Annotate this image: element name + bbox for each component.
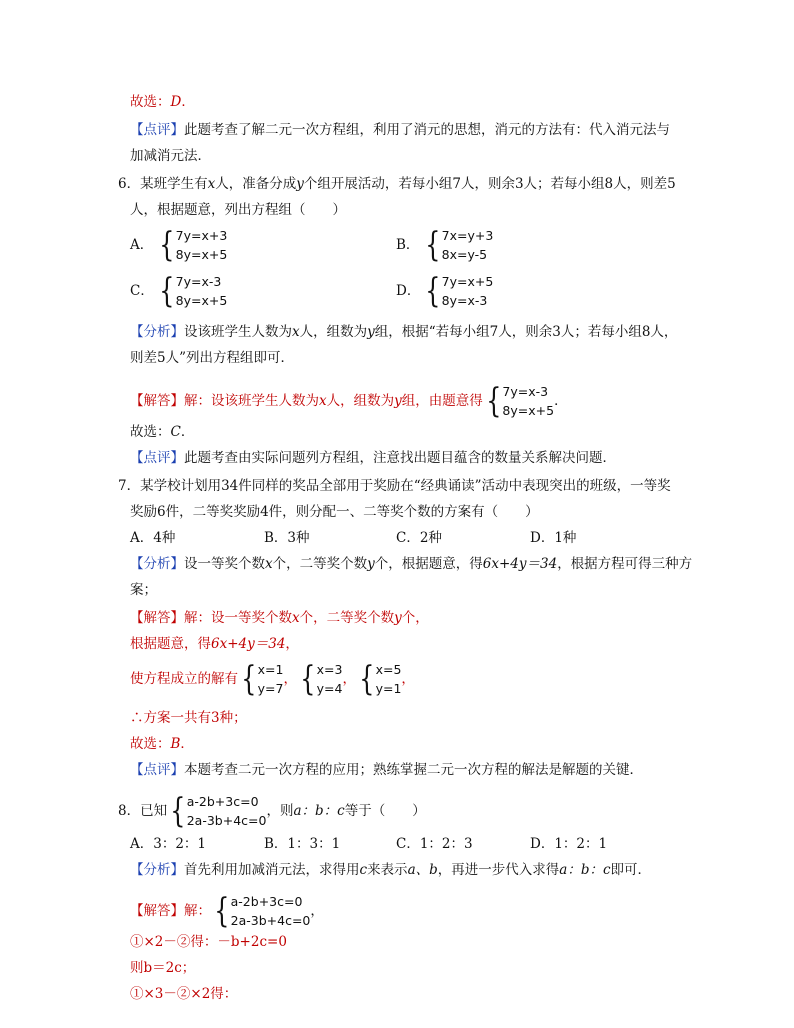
solution-text: 人，组数为 xyxy=(326,393,395,409)
q6-analysis-line-1 xyxy=(130,322,677,342)
option-text: C．1：2：3 xyxy=(396,836,473,852)
q7-answer-line xyxy=(130,734,194,754)
var-y: y xyxy=(367,324,375,340)
equation: 8y=x-3 xyxy=(441,293,488,308)
equation: 7x=y+3 xyxy=(441,228,494,243)
q6-text: 人，准备分成 xyxy=(215,176,297,192)
q6-text: 6．某班学生有 xyxy=(118,176,208,192)
brace-icon: { xyxy=(425,271,441,311)
equation: 2a-3b+4c=0 xyxy=(230,913,311,928)
solution-tag: 【解答】 xyxy=(130,610,184,626)
equation: 7y=x+3 xyxy=(175,228,228,243)
option-text: B．3种 xyxy=(264,530,310,546)
analysis-text: 个，二等奖个数 xyxy=(272,556,368,572)
var-y: y xyxy=(296,176,304,192)
q8-option-b xyxy=(264,834,340,854)
q7-analysis-line-1 xyxy=(130,554,692,574)
q7-analysis-line-2 xyxy=(130,580,157,600)
option-text: A．4种 xyxy=(130,530,176,546)
comma: ， xyxy=(283,671,297,687)
analysis-text: 案； xyxy=(130,582,157,598)
analysis-text: 组，根据“若每小组7人，则余3人；若每小组8人， xyxy=(374,324,678,340)
brace-icon: { xyxy=(241,659,257,699)
var-y: y xyxy=(367,556,375,572)
option-label: A． xyxy=(130,237,154,253)
brace-icon: { xyxy=(359,659,375,699)
q6-option-d xyxy=(396,272,493,310)
answer-choice: B xyxy=(170,736,181,752)
equation: a-2b+3c=0 xyxy=(230,894,303,909)
q6-analysis-line-2 xyxy=(130,348,294,368)
period: ． xyxy=(180,424,195,440)
analysis-text: 个，根据题意，得 xyxy=(374,556,483,572)
q7-option-b xyxy=(264,528,310,548)
answer-choice: D xyxy=(170,94,182,110)
period: ． xyxy=(180,736,194,752)
q6-stem-line-1 xyxy=(118,174,676,194)
brace-icon: { xyxy=(159,271,175,311)
option-text: D．1：2：1 xyxy=(530,836,608,852)
equation: y=1 xyxy=(375,681,402,696)
q7-text: 奖励6件，二等奖奖励4件，则分配一、二等奖个数的方案有（ ） xyxy=(130,504,539,520)
q6-option-b xyxy=(396,226,493,264)
q8-stem-system xyxy=(118,792,426,830)
q7-stem-line-2 xyxy=(130,502,539,522)
equation: 8y=x+5 xyxy=(175,293,228,308)
equation: 2a-3b+4c=0 xyxy=(186,813,267,828)
ratio: a：b：c xyxy=(293,803,345,819)
var-x: x xyxy=(319,393,327,409)
var-x: x xyxy=(265,556,273,572)
equation: 6x+4y＝34 xyxy=(211,636,286,652)
equation: 8y=x+5 xyxy=(175,247,228,262)
solution-text: 使方程成立的解有 xyxy=(130,671,238,687)
period: ． xyxy=(554,393,568,409)
q8-text: ，则 xyxy=(266,803,294,819)
solution-step: ①×3－②×2得： xyxy=(130,986,238,1002)
solution-text: 解：设一等奖个数 xyxy=(184,610,292,626)
equation: x=5 xyxy=(375,662,402,677)
analysis-text: 即可． xyxy=(610,862,652,878)
answer-label: 故选： xyxy=(130,424,171,440)
q8-text: 等于（ ） xyxy=(344,803,426,819)
q7-solution-line-1 xyxy=(130,608,429,628)
brace-icon: { xyxy=(425,225,441,265)
q7-option-c xyxy=(396,528,442,548)
q8-option-d xyxy=(530,834,607,854)
answer-choice: C xyxy=(170,424,181,440)
q6-review-line xyxy=(130,448,616,468)
solution-text: 组，由题意得 xyxy=(401,393,483,409)
equation: y=4 xyxy=(316,681,343,696)
analysis-text: 首先利用加减消元法，求得用 xyxy=(184,862,360,878)
option-label: C． xyxy=(130,283,154,299)
solution-text: ∴方案一共有3种； xyxy=(130,710,247,726)
q7-option-a xyxy=(130,528,175,548)
q8-solution-line xyxy=(130,892,324,930)
review-text: 此题考查了解二元一次方程组，利用了消元的思想，消元的方法有：代入消元法与 xyxy=(184,122,670,138)
q8-step-1 xyxy=(130,932,287,952)
var-y: y xyxy=(394,393,402,409)
option-text: B．1：3：1 xyxy=(264,836,341,852)
q6-text: 个组开展活动，若每小组7人，则余3人；若每小组8人，则差5 xyxy=(303,176,676,192)
solution-tag: 【解答】 xyxy=(130,903,184,919)
solution-step: 则b＝2c； xyxy=(130,960,196,976)
review-text: 本题考查二元一次方程的应用；熟练掌握二元一次方程的解法是解题的关键． xyxy=(184,762,643,778)
equation-system xyxy=(130,226,227,264)
solution-text: ， xyxy=(285,636,299,652)
analysis-text: 来表示 xyxy=(367,862,408,878)
var-x: x xyxy=(292,324,300,340)
equation: y=7 xyxy=(257,681,284,696)
q8-option-a xyxy=(130,834,206,854)
q8-stem xyxy=(118,792,426,830)
q7-solution-line-4 xyxy=(130,708,247,728)
analysis-text: 人，组数为 xyxy=(299,324,368,340)
review-line xyxy=(130,120,670,140)
analysis-tag: 【分析】 xyxy=(130,556,184,572)
var-x: x xyxy=(292,610,300,626)
solutions-row xyxy=(130,660,415,698)
review-tag: 【点评】 xyxy=(130,122,184,138)
review-line-2 xyxy=(130,146,211,166)
q6-text: 人，根据题意，列出方程组（ ） xyxy=(130,202,346,218)
q7-solution-line-3 xyxy=(130,660,415,698)
brace-icon: { xyxy=(300,659,316,699)
var-y: y xyxy=(394,610,402,626)
q8-analysis-line xyxy=(130,860,651,880)
analysis-text: ，根据方程可得三种方 xyxy=(557,556,693,572)
q6-solution-line xyxy=(130,382,568,420)
equation: 7y=x-3 xyxy=(175,274,222,289)
solution-step: ①×2－②得：－b+2c=0 xyxy=(130,934,287,950)
equation: x=1 xyxy=(257,662,284,677)
ratio: a：b：c xyxy=(559,862,611,878)
answer-label: 故选： xyxy=(130,94,171,110)
q8-text: 8．已知 xyxy=(118,803,168,819)
solution-text: 个， xyxy=(401,610,429,626)
solution-text: 解：设该班学生人数为 xyxy=(184,393,319,409)
q8-step-3 xyxy=(130,984,237,1004)
equation: a-2b+3c=0 xyxy=(186,794,259,809)
equation-system xyxy=(396,272,493,310)
review-tag: 【点评】 xyxy=(130,762,184,778)
analysis-tag: 【分析】 xyxy=(130,862,184,878)
solution-text: 根据题意，得 xyxy=(130,636,211,652)
review-text: 此题考查由实际问题列方程组，注意找出题目蕴含的数量关系解决问题． xyxy=(184,450,616,466)
equation: 7y=x+5 xyxy=(441,274,494,289)
q6-stem-line-2 xyxy=(130,200,346,220)
option-text: C．2种 xyxy=(396,530,442,546)
solution-system xyxy=(130,892,324,930)
q6-option-c xyxy=(130,272,227,310)
equation: 8y=x+5 xyxy=(502,403,555,418)
option-label: B． xyxy=(396,237,420,253)
solution-tag: 【解答】 xyxy=(130,393,184,409)
review-text-cont: 加减消元法． xyxy=(130,148,211,164)
q6-answer-line xyxy=(130,422,194,442)
analysis-text: 设该班学生人数为 xyxy=(184,324,292,340)
brace-icon: { xyxy=(486,381,502,421)
equation: x=3 xyxy=(316,662,343,677)
analysis-text: ，再进一步代入求得 xyxy=(437,862,560,878)
var-ab: a、b xyxy=(407,862,438,878)
option-text: A．3：2：1 xyxy=(130,836,207,852)
equation: 6x+4y＝34 xyxy=(482,556,558,572)
period: ． xyxy=(181,94,195,110)
brace-icon: { xyxy=(214,891,230,931)
analysis-text: 则差5人”列出方程组即可． xyxy=(130,350,294,366)
solution-system xyxy=(130,382,568,420)
q7-review-line xyxy=(130,760,643,780)
answer-line xyxy=(130,92,195,112)
comma: ， xyxy=(342,671,356,687)
var-x: x xyxy=(207,176,216,192)
review-tag: 【点评】 xyxy=(130,450,184,466)
solution-text: 个，二等奖个数 xyxy=(299,610,395,626)
brace-icon: { xyxy=(170,791,186,831)
q8-option-c xyxy=(396,834,473,854)
brace-icon: { xyxy=(159,225,175,265)
q8-step-2 xyxy=(130,958,195,978)
comma: ， xyxy=(310,903,324,919)
q7-text: 7．某学校计划用34件同样的奖品全部用于奖励在“经典诵读”活动中表现突出的班级，一等奖 xyxy=(118,478,671,494)
equation: 7y=x-3 xyxy=(502,384,549,399)
option-text: D．1种 xyxy=(530,530,577,546)
q7-solution-line-2 xyxy=(130,634,299,654)
analysis-text: 设一等奖个数 xyxy=(184,556,265,572)
analysis-tag: 【分析】 xyxy=(130,324,184,340)
q6-option-a xyxy=(130,226,227,264)
solution-text: 解： xyxy=(184,903,211,919)
var-c: c xyxy=(359,862,368,878)
answer-label: 故选： xyxy=(130,736,171,752)
equation: 8x=y-5 xyxy=(441,247,488,262)
comma: ， xyxy=(401,671,415,687)
option-label: D． xyxy=(396,283,421,299)
q7-stem-line-1 xyxy=(118,476,671,496)
equation-system xyxy=(130,272,227,310)
equation-system xyxy=(396,226,493,264)
q7-option-d xyxy=(530,528,576,548)
